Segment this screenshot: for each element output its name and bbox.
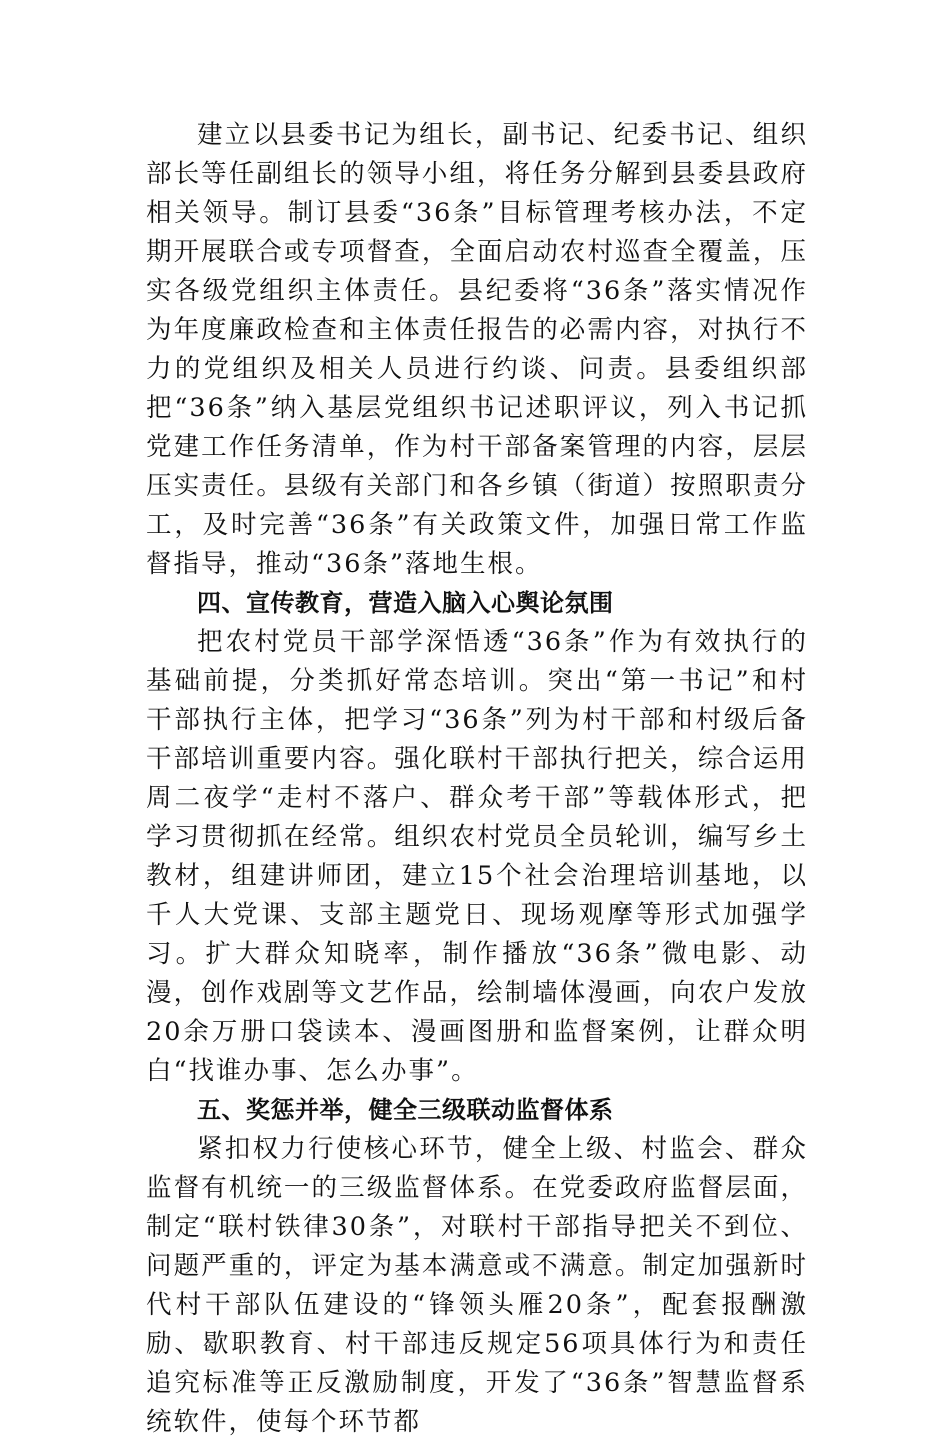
paragraph-leadership-group: 建立以县委书记为组长，副书记、纪委书记、组织部长等任副组长的领导小组，将任务分解到县委县政府相关领导。制订县委“36条”目标管理考核办法，不定期开展联合或专项督查，全面启动农村巡查全覆盖，压实各级党组织主体责任。县纪委将“36条”落实情况作为年度廉政检查和主体责任报告的必需内容，对执行不力的党组织及相关人员进行约谈、问责。县委组织部把“36条”纳入基层党组织书记述职评议，列入书记抓党建工作任务清单，作为村干部备案管理的内容，层层压实责任。县级有关部门和各乡镇（街道）按照职责分工，及时完善“36条”有关政策文件，加强日常工作监督指导，推动“36条”落地生根。 [146, 120, 808, 579]
paragraph-supervision-system: 紧扣权力行使核心环节，健全上级、村监会、群众监督有机统一的三级监督体系。在党委政府监督层面，制定“联村铁律30条”，对联村干部指导把关不到位、问题严重的，评定为基本满意或不满意。制定加强新时代村干部队伍建设的“锋领头雁20条”，配套报酬激励、歇职教育、村干部违反规定56项具体行为和责任追究标准等正反激励制度，开发了“36条”智慧监督系统软件，使每个环节都 [146, 1134, 808, 1437]
section-heading-4: 四、宣传教育，营造入脑入心舆论氛围 [197, 589, 614, 617]
paragraph-publicity-education: 把农村党员干部学深悟透“36条”作为有效执行的基础前提，分类抓好常态培训。突出“第一书记”和村干部执行主体，把学习“36条”列为村干部和村级后备干部培训重要内容。强化联村干部执行把关，综合运用周二夜学“走村不落户、群众考干部”等载体形式，把学习贯彻抓在经常。组织农村党员全员轮训，编写乡土教材，组建讲师团，建立15个社会治理培训基地，以千人大党课、支部主题党日、现场观摩等形式加强学习。扩大群众知晓率，制作播放“36条”微电影、动漫，创作戏剧等文艺作品，绘制墙体漫画，向农户发放20余万册口袋读本、漫画图册和监督案例，让群众明白“找谁办事、怎么办事”。 [146, 627, 808, 1086]
section-heading-5: 五、奖惩并举，健全三级联动监督体系 [197, 1096, 614, 1124]
document-page [146, 116, 808, 1442]
